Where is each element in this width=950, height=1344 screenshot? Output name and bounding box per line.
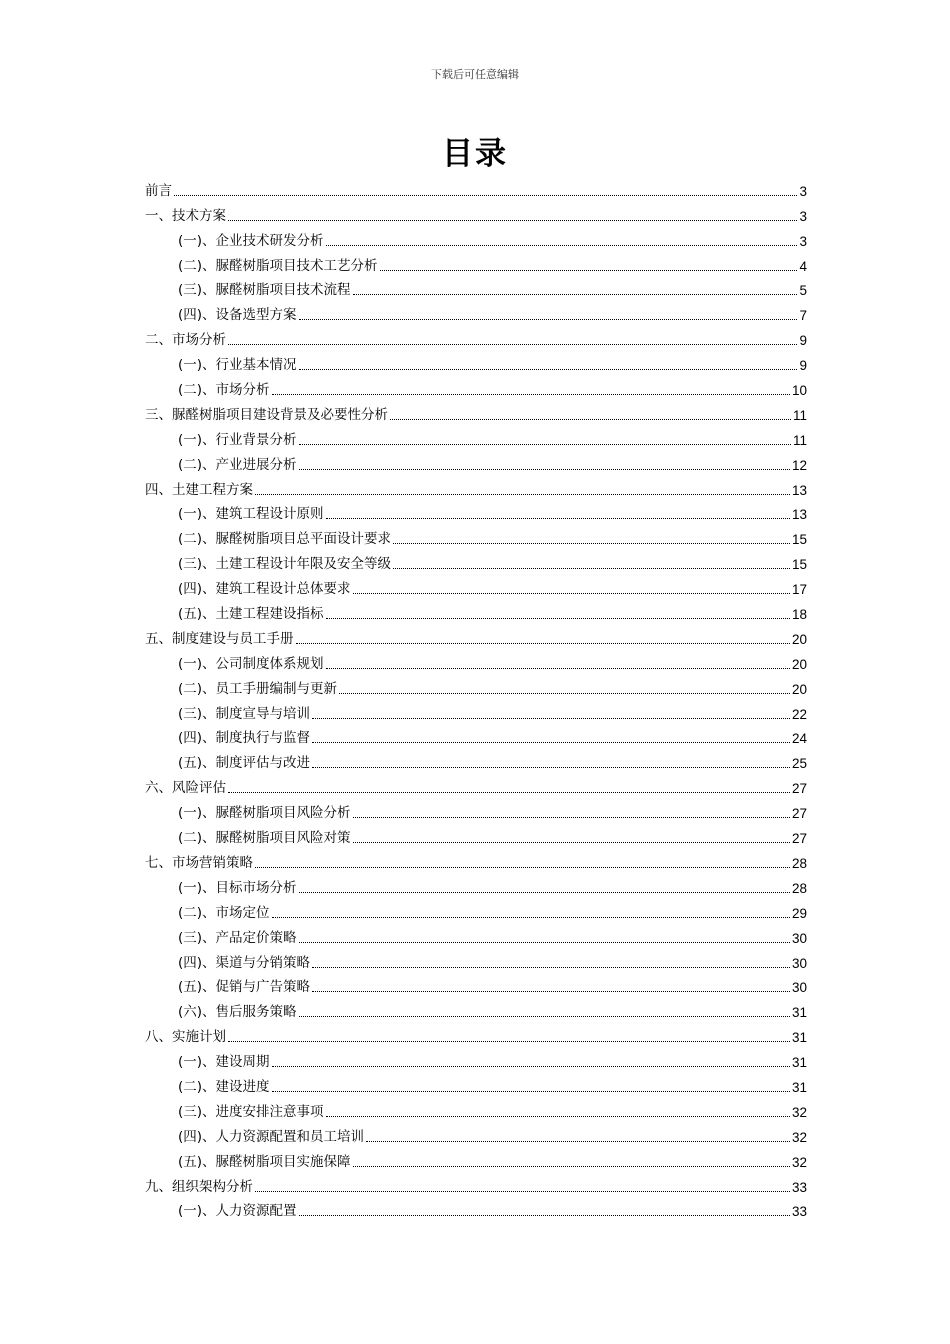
toc-entry[interactable]	[145, 723, 807, 748]
toc-entry-title: (一)、行业基本情况	[178, 357, 297, 374]
toc-entry-page: 30	[791, 980, 807, 996]
toc-entry-title: (三)、土建工程设计年限及安全等级	[178, 556, 392, 573]
dot-leader	[255, 867, 790, 868]
toc-entry-page: 13	[791, 482, 807, 498]
toc-entry-page: 12	[791, 457, 807, 473]
toc-entry-title: (三)、产品定价策略	[178, 929, 297, 946]
toc-entry-page: 20	[791, 656, 807, 672]
toc-entry[interactable]	[145, 972, 807, 997]
toc-entry-page: 3	[799, 183, 807, 199]
dot-leader	[353, 294, 798, 295]
toc-entry-title: (一)、人力资源配置	[178, 1203, 297, 1220]
toc-entry[interactable]	[145, 822, 807, 847]
dot-leader	[228, 792, 790, 793]
toc-entry-page: 28	[791, 855, 807, 871]
toc-entry[interactable]	[145, 1196, 807, 1221]
toc-entry-page: 32	[791, 1104, 807, 1120]
toc-entry[interactable]	[145, 797, 807, 822]
toc-entry-page: 9	[799, 358, 807, 374]
toc-entry-title: (四)、建筑工程设计总体要求	[178, 581, 351, 598]
toc-entry-title: (一)、建筑工程设计原则	[178, 506, 324, 523]
dot-leader	[312, 991, 790, 992]
toc-entry[interactable]	[145, 847, 807, 872]
dot-leader	[228, 1041, 790, 1042]
dot-leader	[353, 1166, 790, 1167]
toc-entry-page: 3	[799, 208, 807, 224]
toc-entry-page: 29	[791, 905, 807, 921]
toc-entry-title: (五)、促销与广告策略	[178, 979, 311, 996]
dot-leader	[255, 494, 790, 495]
toc-entry-title: (二)、脲醛树脂项目风险对策	[178, 830, 351, 847]
toc-entry-page: 32	[791, 1154, 807, 1170]
toc-entry-title: (二)、建设进度	[178, 1078, 270, 1095]
page-title: 目录	[442, 136, 508, 172]
dot-leader	[272, 394, 790, 395]
toc-entry[interactable]	[145, 747, 807, 772]
dot-leader	[299, 444, 791, 445]
toc-entry-title: 六、风险评估	[145, 780, 226, 797]
dot-leader	[326, 1116, 790, 1117]
dot-leader	[299, 1016, 790, 1017]
toc-entry-page: 31	[791, 1030, 807, 1046]
toc-entry-page: 24	[791, 731, 807, 747]
toc-entry-title: (五)、脲醛树脂项目实施保障	[178, 1153, 351, 1170]
toc-entry[interactable]	[145, 250, 807, 275]
toc-entry-page: 15	[791, 532, 807, 548]
toc-entry[interactable]	[145, 573, 807, 598]
dot-leader	[255, 1191, 790, 1192]
toc-entry-page: 25	[791, 756, 807, 772]
toc-entry-title: 前言	[145, 182, 172, 199]
toc-entry[interactable]	[145, 897, 807, 922]
toc-entry-title: (一)、企业技术研发分析	[178, 232, 324, 249]
toc-entry-title: 九、组织架构分析	[145, 1178, 253, 1195]
dot-leader	[272, 917, 790, 918]
dot-leader	[174, 195, 797, 196]
toc-entry-page: 27	[791, 831, 807, 847]
toc-entry[interactable]	[145, 872, 807, 897]
toc-entry-page: 20	[791, 631, 807, 647]
toc-entry[interactable]	[145, 1146, 807, 1171]
toc-entry[interactable]	[145, 772, 807, 797]
dot-leader	[339, 693, 790, 694]
toc-entry-page: 28	[791, 880, 807, 896]
page-header: 下载后可任意编辑	[431, 68, 519, 81]
toc-entry-page: 30	[791, 955, 807, 971]
toc-entry-title: (五)、土建工程建设指标	[178, 606, 324, 623]
dot-leader	[353, 817, 790, 818]
toc-entry-title: (二)、市场分析	[178, 382, 270, 399]
toc-entry-page: 3	[799, 233, 807, 249]
toc-entry[interactable]	[145, 548, 807, 573]
toc-entry-page: 33	[791, 1204, 807, 1220]
dot-leader	[228, 220, 797, 221]
dot-leader	[299, 942, 790, 943]
dot-leader	[312, 967, 790, 968]
dot-leader	[326, 518, 790, 519]
toc-entry-page: 4	[799, 258, 807, 274]
dot-leader	[380, 270, 798, 271]
dot-leader	[272, 1066, 790, 1067]
toc-entry-page: 17	[791, 582, 807, 598]
toc-entry[interactable]	[145, 225, 807, 250]
toc-entry-title: (一)、脲醛树脂项目风险分析	[178, 805, 351, 822]
toc-entry[interactable]	[145, 200, 807, 225]
toc-entry-title: (三)、进度安排注意事项	[178, 1103, 324, 1120]
toc-entry[interactable]	[145, 673, 807, 698]
toc-entry[interactable]	[145, 175, 807, 200]
toc-entry-title: 四、土建工程方案	[145, 481, 253, 498]
toc-entry-page: 10	[791, 383, 807, 399]
toc-entry-title: (四)、渠道与分销策略	[178, 954, 311, 971]
dot-leader	[326, 245, 798, 246]
toc-entry-title: (二)、产业进展分析	[178, 456, 297, 473]
toc-entry-title: (四)、制度执行与监督	[178, 730, 311, 747]
toc-entry-page: 15	[791, 557, 807, 573]
toc-entry-title: (四)、设备选型方案	[178, 307, 297, 324]
toc-entry-page: 31	[791, 1079, 807, 1095]
dot-leader	[272, 1091, 790, 1092]
toc-entry-title: 三、脲醛树脂项目建设背景及必要性分析	[145, 406, 388, 423]
toc-entry-page: 11	[792, 432, 807, 448]
dot-leader	[228, 344, 797, 345]
toc-entry[interactable]	[145, 275, 807, 300]
toc-entry-title: (四)、人力资源配置和员工培训	[178, 1128, 365, 1145]
toc-entry-title: (一)、目标市场分析	[178, 879, 297, 896]
dot-leader	[390, 419, 791, 420]
toc-entry-page: 5	[799, 283, 807, 299]
toc-entry-page: 9	[799, 333, 807, 349]
toc-entry-page: 11	[792, 407, 807, 423]
toc-entry-title: 五、制度建设与员工手册	[145, 630, 294, 647]
toc-entry-page: 32	[791, 1129, 807, 1145]
dot-leader	[312, 718, 790, 719]
toc-entry-page: 33	[791, 1179, 807, 1195]
dot-leader	[299, 469, 790, 470]
toc-entry[interactable]	[145, 399, 807, 424]
toc-entry-page: 31	[791, 1005, 807, 1021]
dot-leader	[393, 543, 790, 544]
toc-entry-title: 一、技术方案	[145, 207, 226, 224]
toc-entry[interactable]	[145, 996, 807, 1021]
toc-entry[interactable]	[145, 623, 807, 648]
toc-entry-page: 18	[791, 607, 807, 623]
toc-entry[interactable]	[145, 523, 807, 548]
toc-entry[interactable]	[145, 374, 807, 399]
toc-entry-title: 七、市场营销策略	[145, 854, 253, 871]
toc-entry-page: 27	[791, 781, 807, 797]
toc-entry[interactable]	[145, 474, 807, 499]
toc-entry-page: 31	[791, 1055, 807, 1071]
toc-entry-title: 二、市场分析	[145, 332, 226, 349]
toc-entry-title: (一)、公司制度体系规划	[178, 655, 324, 672]
toc-entry[interactable]	[145, 922, 807, 947]
dot-leader	[296, 643, 790, 644]
toc-entry-title: (二)、脲醛树脂项目技术工艺分析	[178, 257, 378, 274]
dot-leader	[299, 1215, 790, 1216]
dot-leader	[366, 1141, 790, 1142]
toc-entry-title: (二)、脲醛树脂项目总平面设计要求	[178, 531, 392, 548]
toc-entry[interactable]	[145, 1071, 807, 1096]
toc-entry-title: (二)、员工手册编制与更新	[178, 680, 338, 697]
toc-entry[interactable]	[145, 1121, 807, 1146]
toc-entry[interactable]	[145, 947, 807, 972]
toc-entry[interactable]	[145, 598, 807, 623]
toc-entry[interactable]	[145, 499, 807, 524]
dot-leader	[299, 892, 790, 893]
toc-entry-title: (五)、制度评估与改进	[178, 755, 311, 772]
toc-entry-page: 22	[791, 706, 807, 722]
toc-entry-page: 30	[791, 930, 807, 946]
toc-entry[interactable]	[145, 424, 807, 449]
toc-entry-page: 20	[791, 681, 807, 697]
toc-entry-page: 13	[791, 507, 807, 523]
table-of-contents	[145, 175, 807, 1220]
dot-leader	[326, 668, 790, 669]
toc-entry[interactable]	[145, 299, 807, 324]
toc-entry-title: (一)、行业背景分析	[178, 431, 297, 448]
toc-entry[interactable]	[145, 449, 807, 474]
dot-leader	[299, 369, 798, 370]
toc-entry-title: (三)、脲醛树脂项目技术流程	[178, 282, 351, 299]
toc-entry[interactable]	[145, 698, 807, 723]
dot-leader	[312, 767, 790, 768]
dot-leader	[393, 568, 790, 569]
toc-entry-title: (一)、建设周期	[178, 1054, 270, 1071]
toc-entry[interactable]	[145, 349, 807, 374]
dot-leader	[312, 742, 790, 743]
toc-entry-page: 7	[799, 308, 807, 324]
dot-leader	[299, 319, 798, 320]
toc-entry[interactable]	[145, 324, 807, 349]
toc-entry[interactable]	[145, 1021, 807, 1046]
toc-entry[interactable]	[145, 1096, 807, 1121]
dot-leader	[353, 593, 790, 594]
dot-leader	[353, 842, 790, 843]
toc-entry[interactable]	[145, 648, 807, 673]
toc-entry-title: 八、实施计划	[145, 1029, 226, 1046]
toc-entry[interactable]	[145, 1046, 807, 1071]
toc-entry-title: (六)、售后服务策略	[178, 1004, 297, 1021]
dot-leader	[326, 618, 790, 619]
toc-entry-page: 27	[791, 806, 807, 822]
toc-entry[interactable]	[145, 1171, 807, 1196]
toc-entry-title: (三)、制度宣导与培训	[178, 705, 311, 722]
toc-entry-title: (二)、市场定位	[178, 904, 270, 921]
